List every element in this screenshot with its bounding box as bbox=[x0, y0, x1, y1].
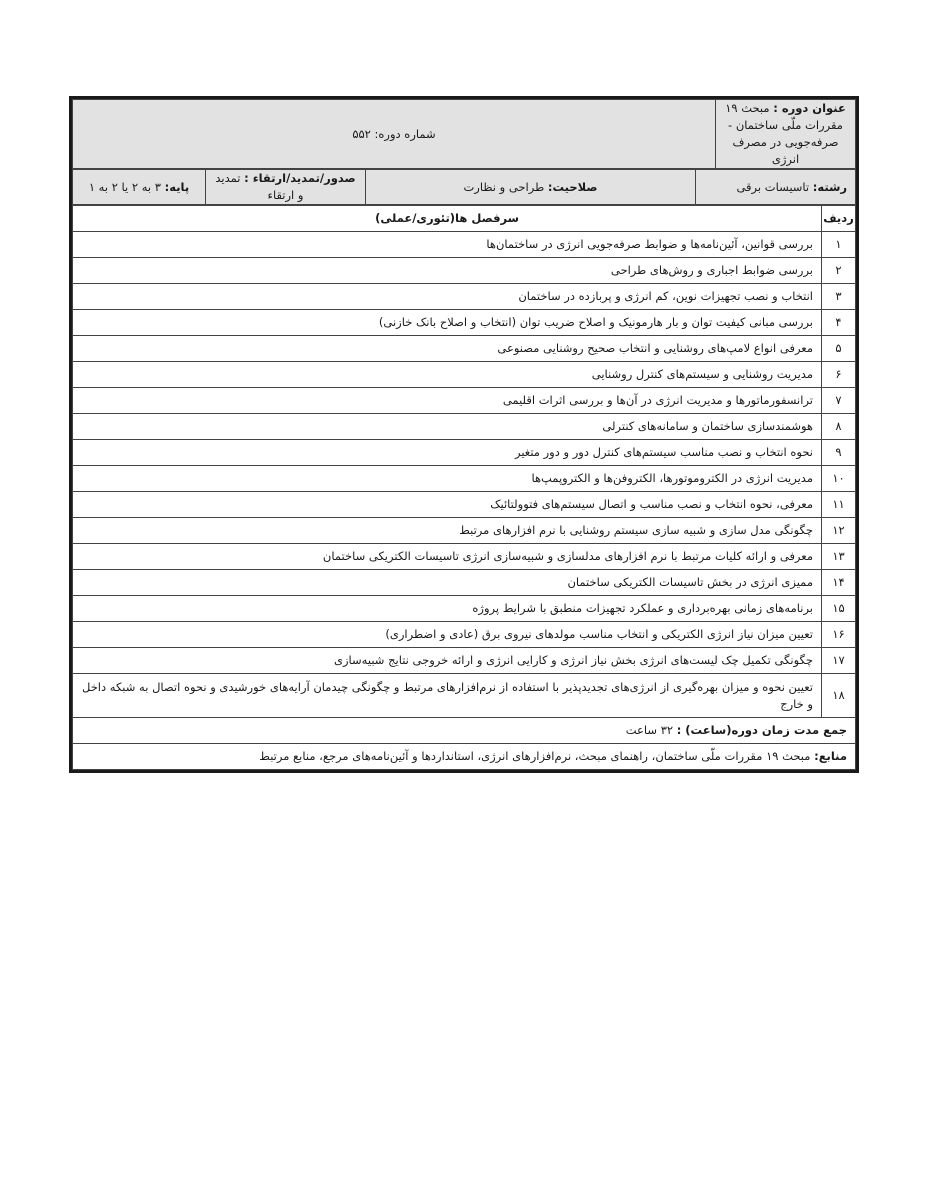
topics-column-header: سرفصل ها(تئوری/عملی) bbox=[73, 206, 822, 232]
table-row bbox=[73, 414, 856, 440]
row-index: ۱۲ bbox=[822, 518, 856, 544]
row-topic-text: برنامه‌های زمانی بهره‌برداری و عملکرد تجهیزات منطبق با شرایط پروژه bbox=[73, 596, 822, 622]
row-index: ۳ bbox=[822, 284, 856, 310]
table-row bbox=[73, 310, 856, 336]
row-index: ۲ bbox=[822, 258, 856, 284]
row-topic-text: نحوه انتخاب و نصب مناسب سیستم‌های کنترل دور و دور متغیر bbox=[73, 440, 822, 466]
competency-label: صلاحیت: bbox=[547, 179, 598, 194]
table-row bbox=[73, 492, 856, 518]
duration-cell bbox=[73, 718, 856, 744]
sources-label: منابع: bbox=[814, 749, 847, 763]
document-frame bbox=[69, 96, 859, 773]
issue-value: تمدید و ارتقاء bbox=[215, 171, 304, 202]
row-topic-text: تعیین میزان نیاز انرژی الکتریکی و انتخاب مناسب مولدهای نیروی برق (عادی و اضطراری) bbox=[73, 622, 822, 648]
course-number-cell bbox=[73, 100, 716, 169]
field-cell bbox=[696, 170, 856, 205]
row-index: ۱۵ bbox=[822, 596, 856, 622]
table-row bbox=[73, 596, 856, 622]
competency-cell bbox=[366, 170, 696, 205]
table-row bbox=[73, 284, 856, 310]
course-title-cell bbox=[716, 100, 856, 169]
table-row bbox=[73, 440, 856, 466]
row-topic-text: مدیریت روشنایی و سیستم‌های کنترل روشنایی bbox=[73, 362, 822, 388]
row-index: ۱۳ bbox=[822, 544, 856, 570]
row-topic-text: انتخاب و نصب تجهیزات نوین، کم انرژی و پربازده در ساختمان bbox=[73, 284, 822, 310]
table-row bbox=[73, 648, 856, 674]
table-row bbox=[73, 388, 856, 414]
row-topic-text: بررسی قوانین، آئین‌نامه‌ها و ضوابط صرفه‌جویی انرژی در ساختمان‌ها bbox=[73, 232, 822, 258]
duration-label: جمع مدت زمان دوره(ساعت) : bbox=[676, 723, 847, 737]
row-topic-text: معرفی انواع لامپ‌های روشنایی و انتخاب صحیح روشنایی مصنوعی bbox=[73, 336, 822, 362]
issue-label: صدور/تمدید/ارتقاء : bbox=[244, 171, 356, 185]
field-label: رشته: bbox=[812, 179, 847, 194]
row-topic-text: چگونگی مدل سازی و شبیه سازی سیستم روشنایی با نرم افزارهای مرتبط bbox=[73, 518, 822, 544]
row-index: ۶ bbox=[822, 362, 856, 388]
row-topic-text: معرفی، نحوه انتخاب و نصب مناسب و اتصال سیستم‌های فتوولتائیک bbox=[73, 492, 822, 518]
row-topic-text: چگونگی تکمیل چک لیست‌های انرژی بخش نیاز انرژی و کارایی انرژی و ارائه خروجی نتایج شبیه‌سازی bbox=[73, 648, 822, 674]
row-index: ۴ bbox=[822, 310, 856, 336]
sources-value: مبحث ۱۹ مقررات ملّی ساختمان، راهنمای مبحث، نرم‌افزارهای انرژی، استانداردها و آئین‌نامه‌های مرجع، منابع مرتبط bbox=[259, 749, 811, 763]
issue-cell bbox=[206, 170, 366, 205]
course-title-label: عنوان دوره : bbox=[773, 101, 846, 115]
base-cell bbox=[73, 170, 206, 205]
row-topic-text: تعیین نحوه و میزان بهره‌گیری از انرژی‌های تجدیدپذیر با استفاده از نرم‌افزارهای مرتبط و چگونگی چیدمان آرایه‌های خورشیدی و نحوه اتصال به شبکه داخل و خارج bbox=[73, 674, 822, 718]
sources-cell bbox=[73, 744, 856, 770]
row-index: ۱۸ bbox=[822, 674, 856, 718]
row-topic-text: معرفی و ارائه کلیات مرتبط با نرم افزارهای مدلسازی و شبیه‌سازی انرژی تاسیسات الکتریکی ساختمان bbox=[73, 544, 822, 570]
row-index: ۱۱ bbox=[822, 492, 856, 518]
table-row bbox=[73, 336, 856, 362]
index-column-header: ردیف bbox=[822, 206, 856, 232]
topic-rows bbox=[73, 232, 856, 718]
row-index: ۱ bbox=[822, 232, 856, 258]
course-number-value: ۵۵۲ bbox=[352, 126, 371, 141]
row-index: ۱۰ bbox=[822, 466, 856, 492]
course-number-label: شماره دوره: bbox=[374, 126, 436, 141]
base-value: ۳ به ۲ یا ۲ به ۱ bbox=[88, 179, 161, 194]
table-row bbox=[73, 674, 856, 718]
header-table-row2 bbox=[72, 169, 856, 205]
row-index: ۱۴ bbox=[822, 570, 856, 596]
row-topic-text: بررسی ضوابط اجباری و روش‌های طراحی bbox=[73, 258, 822, 284]
competency-value: طراحی و نظارت bbox=[463, 179, 545, 194]
row-index: ۷ bbox=[822, 388, 856, 414]
table-row bbox=[73, 544, 856, 570]
row-index: ۹ bbox=[822, 440, 856, 466]
table-row bbox=[73, 232, 856, 258]
duration-value: ۳۲ ساعت bbox=[625, 723, 674, 737]
row-index: ۵ bbox=[822, 336, 856, 362]
course-syllabus-document bbox=[69, 96, 859, 773]
row-topic-text: ممیزی انرژی در بخش تاسیسات الکتریکی ساختمان bbox=[73, 570, 822, 596]
table-row bbox=[73, 622, 856, 648]
topics-table bbox=[72, 205, 856, 770]
header-table-row1 bbox=[72, 99, 856, 169]
field-value: تاسیسات برقی bbox=[736, 179, 810, 194]
row-topic-text: ترانسفورماتورها و مدیریت انرژی در آن‌ها و بررسی اثرات اقلیمی bbox=[73, 388, 822, 414]
table-row bbox=[73, 518, 856, 544]
row-index: ۱۷ bbox=[822, 648, 856, 674]
table-row bbox=[73, 570, 856, 596]
table-row bbox=[73, 258, 856, 284]
row-topic-text: هوشمندسازی ساختمان و سامانه‌های کنترلی bbox=[73, 414, 822, 440]
row-topic-text: مدیریت انرژی در الکتروموتورها، الکتروفن‌ها و الکتروپمپ‌ها bbox=[73, 466, 822, 492]
course-title-value: مبحث ۱۹ مقررات ملّی ساختمان - صرفه‌جویی در مصرف انرژی bbox=[725, 101, 843, 166]
row-topic-text: بررسی مبانی کیفیت توان و بار هارمونیک و اصلاح ضریب توان (انتخاب و اصلاح بانک خازنی) bbox=[73, 310, 822, 336]
row-index: ۸ bbox=[822, 414, 856, 440]
table-row bbox=[73, 466, 856, 492]
row-index: ۱۶ bbox=[822, 622, 856, 648]
table-row bbox=[73, 362, 856, 388]
base-label: پایه: bbox=[164, 179, 190, 194]
